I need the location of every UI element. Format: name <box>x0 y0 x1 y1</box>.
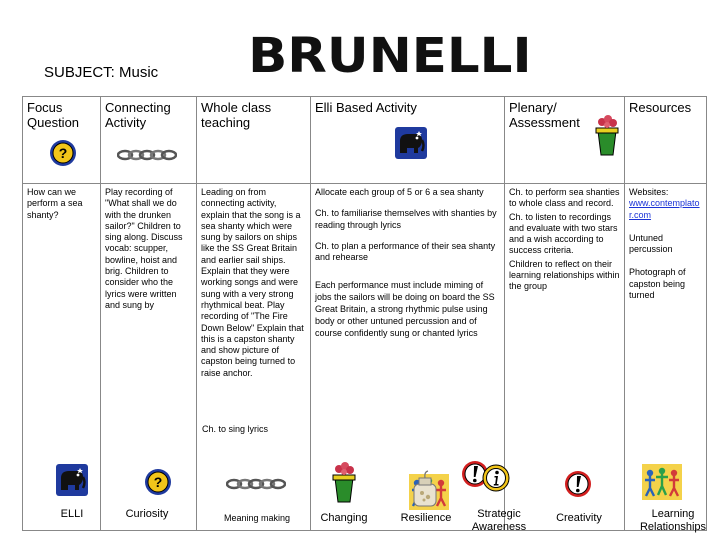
header-focus-label: Focus Question <box>27 100 80 130</box>
header-focus <box>23 97 101 184</box>
meaning-making-icon <box>226 476 286 492</box>
header-resources <box>625 97 707 184</box>
legend-learning-relationships: Learning Relationships <box>639 508 707 533</box>
header-connecting <box>101 97 197 184</box>
legend-creativity: Creativity <box>556 512 602 524</box>
resilience-icon <box>410 470 440 508</box>
learning-relationships-icon <box>642 464 682 500</box>
sing-lyrics-text: Ch. to sing lyrics <box>202 424 269 434</box>
plenary-step-1: Ch. to perform sea shanties to whole class and record. <box>509 187 620 209</box>
creativity-icon <box>564 470 592 498</box>
elli-step-4: Each performance must include miming of jobs the sailors will be doing on board the SS Great Britain, a strong rhythmic pulse using body or other untuned percussion and of course confidently sung or chanted lyrics <box>315 280 495 339</box>
focus-text: How can we perform a sea shanty? <box>27 187 83 220</box>
elli-step-3: Ch. to plan a performance of their sea shanty and rehearse <box>315 240 496 263</box>
header-connecting-label: Connecting Activity <box>105 100 171 130</box>
header-whole-class <box>197 97 311 184</box>
legend-resilience: Resilience <box>400 512 452 524</box>
plenary-step-2: Ch. to listen to recordings and evaluate with two stars and a wish according to success criteria. <box>509 211 618 256</box>
legend-strategic-awareness: Strategic Awareness <box>471 508 527 533</box>
header-elli <box>311 97 505 184</box>
elephant-icon <box>395 127 427 159</box>
legend-curiosity: Curiosity <box>125 508 169 520</box>
elli-step-1: Allocate each group of 5 or 6 a sea shanty <box>315 187 484 197</box>
curiosity-icon <box>144 468 172 496</box>
svg-text:BRUNELLI: BRUNELLI <box>248 28 532 78</box>
subject-title: SUBJECT: Music <box>44 64 159 81</box>
changing-icon <box>326 462 362 504</box>
resources-photograph: Photograph of capston being turned <box>629 267 686 301</box>
whole-class-text: Leading on from connecting activity, explain that the song is a sea shanty which were sung by sailors on ships like the SS Great Britain and earlier sail ships. Explain that they were working songs and were sung with a very strong rhythmical beat. Play recording of "The Fire Down Below" Explain that this is a capston shanty and show picture of capston being turned to raise anchor. <box>201 187 304 378</box>
legend-changing: Changing <box>320 512 368 524</box>
plant-icon <box>589 115 625 157</box>
question-icon <box>49 139 77 167</box>
chain-icon <box>117 147 177 163</box>
resources-link[interactable]: www.contemplator.com <box>629 198 700 220</box>
resources-percussion: Untuned percussion <box>629 232 673 255</box>
header-elli-label: Elli Based Activity <box>315 100 417 115</box>
plenary-step-3: Children to reflect on their learning relationships within the group <box>509 258 620 292</box>
header-plenary <box>505 97 625 184</box>
elli-step-2: Ch. to familiarise themselves with shanties by reading through lyrics <box>315 208 497 230</box>
strategic-awareness-icon <box>482 464 510 492</box>
header-plenary-label: Plenary/ Assessment <box>509 100 580 130</box>
header-resources-label: Resources <box>629 100 692 115</box>
header-whole-class-label: Whole class teaching <box>201 100 272 130</box>
elli-elephant-icon <box>56 464 88 496</box>
legend-meaning-making: Meaning making <box>223 513 291 523</box>
resources-label: Websites: <box>629 187 669 197</box>
brunelli-logo <box>246 28 536 78</box>
connecting-text: Play recording of "What shall we do with the drunken sailor?" Children to sing along. Discuss vocab: scupper, bowline, hoist and brig. Children to consider who the lyrics were written and sung by <box>105 187 183 310</box>
footer-legend <box>0 462 720 540</box>
legend-elli: ELLI <box>60 508 84 520</box>
